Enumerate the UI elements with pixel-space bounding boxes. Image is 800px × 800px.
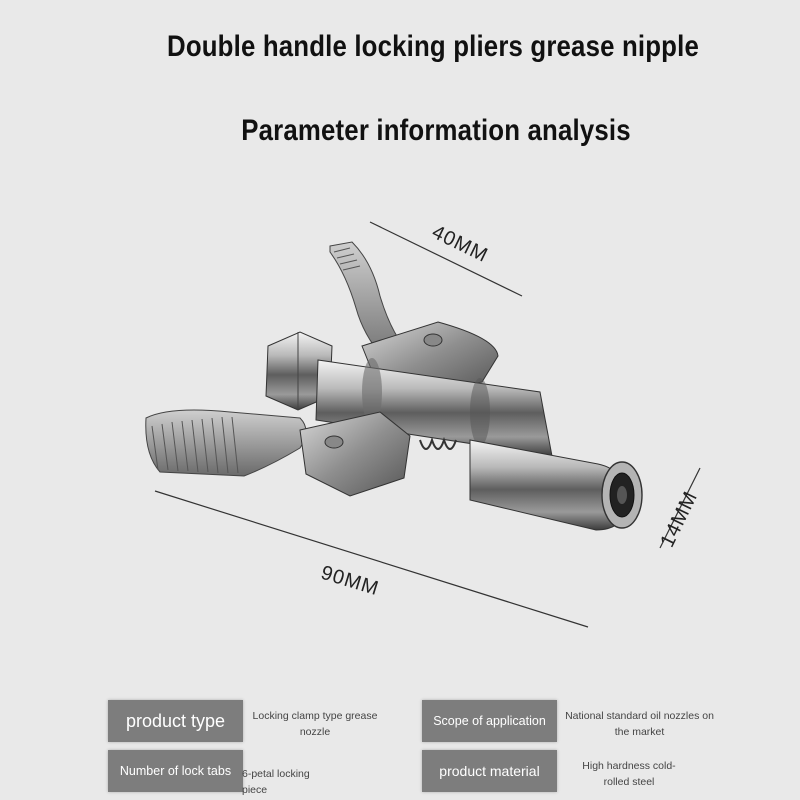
dimension-label-diameter: 14MM xyxy=(656,487,703,551)
page-subtitle: Parameter information analysis xyxy=(241,114,631,147)
spec-value-scope: National standard oil nozzles on the market xyxy=(565,710,714,738)
spec-value-material: High hardness cold-rolled steel xyxy=(582,760,676,788)
grease-nipple-tool xyxy=(146,242,642,530)
spec-label-lock-tabs: Number of lock tabs xyxy=(108,750,243,792)
spec-label-material: product material xyxy=(422,750,557,792)
spec-label-product-type: product type xyxy=(108,700,243,742)
dimension-label-top: 40MM xyxy=(428,221,492,267)
spec-value-product-type: Locking clamp type grease nozzle xyxy=(252,710,378,738)
spec-value-lock-tabs: 6-petal locking piece xyxy=(242,768,310,796)
page-title: Double handle locking pliers grease nipple xyxy=(167,30,699,63)
dimension-label-bottom: 90MM xyxy=(318,561,382,601)
spec-label-scope: Scope of application xyxy=(422,700,557,742)
